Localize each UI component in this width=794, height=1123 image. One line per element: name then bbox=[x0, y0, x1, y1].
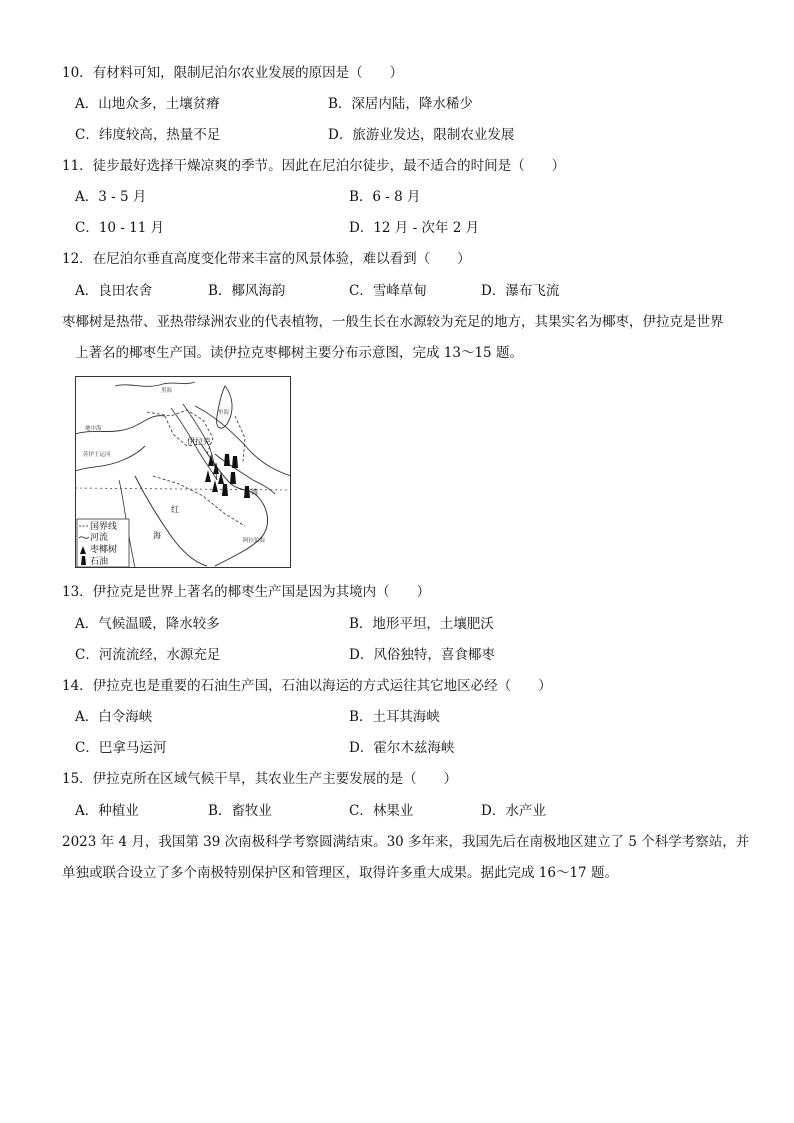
q14-option-a[interactable]: A．白令海峡 bbox=[75, 709, 153, 725]
label-mediterranean: 地中海 bbox=[85, 426, 102, 432]
q11-option-c[interactable]: C．10 - 11 月 bbox=[75, 220, 165, 236]
passage-antarctic-line2: 单独或联合设立了多个南极特别保护区和管理区，取得许多重大成果。据此完成 16～17 题。 bbox=[62, 865, 618, 881]
label-arabian-sea: 阿拉伯海 bbox=[243, 538, 266, 544]
label-red-2: 海 bbox=[153, 531, 161, 540]
q12-option-b[interactable]: B．椰风海韵 bbox=[208, 283, 286, 299]
passage-dates-line2: 上著名的椰枣生产国。读伊拉克枣椰树主要分布示意图，完成 13～15 题。 bbox=[75, 345, 523, 361]
q15-option-c[interactable]: C．林果业 bbox=[349, 803, 414, 819]
iraq-date-palm-map bbox=[75, 376, 291, 568]
q14-option-c[interactable]: C．巴拿马运河 bbox=[75, 740, 167, 756]
label-caspian: 里海 bbox=[218, 410, 230, 416]
q13-option-c[interactable]: C．河流流经，水源充足 bbox=[75, 647, 221, 663]
q13-option-b[interactable]: B．地形平坦，土壤肥沃 bbox=[349, 616, 494, 632]
q10-option-d[interactable]: D．旅游业发达，限制农业发展 bbox=[328, 127, 515, 143]
legend-palm: 枣椰树 bbox=[90, 545, 118, 555]
q12-option-c[interactable]: C．雪峰草甸 bbox=[349, 283, 427, 299]
label-suez: 苏伊士运河 bbox=[83, 452, 111, 458]
q12-option-d[interactable]: D．瀑布飞流 bbox=[481, 283, 560, 299]
q12-stem: 12．在尼泊尔垂直高度变化带来丰富的风景体验，难以看到（ ） bbox=[62, 251, 471, 267]
q15-option-a[interactable]: A．种植业 bbox=[75, 803, 139, 819]
label-black-sea: 黑海 bbox=[161, 388, 173, 394]
q11-option-b[interactable]: B．6 - 8 月 bbox=[349, 189, 421, 205]
q15-option-d[interactable]: D．水产业 bbox=[481, 803, 546, 819]
q11-option-d[interactable]: D．12 月 - 次年 2 月 bbox=[349, 220, 480, 236]
q10-option-a[interactable]: A．山地众多，土壤贫瘠 bbox=[75, 96, 220, 112]
q10-option-b[interactable]: B．深居内陆，降水稀少 bbox=[328, 96, 473, 112]
q14-option-d[interactable]: D．霍尔木兹海峡 bbox=[349, 740, 455, 756]
q14-stem: 14．伊拉克也是重要的石油生产国，石油以海运的方式运往其它地区必经（ ） bbox=[62, 678, 552, 694]
q13-stem: 13．伊拉克是世界上著名的椰枣生产国是因为其境内（ ） bbox=[62, 584, 431, 600]
q11-stem: 11．徒步最好选择干燥凉爽的季节。因此在尼泊尔徒步，最不适合的时间是（ ） bbox=[62, 158, 566, 174]
q10-stem: 10．有材料可知，限制尼泊尔农业发展的原因是（ ） bbox=[62, 65, 404, 81]
label-iraq: 伊拉克 bbox=[187, 437, 211, 446]
label-gulf: 湾 bbox=[251, 488, 258, 496]
q13-option-a[interactable]: A．气候温暖，降水较多 bbox=[75, 616, 220, 632]
passage-antarctic-line1: 2023 年 4 月，我国第 39 次南极科学考察圆满结束。30 多年来，我国先后在南极地区建立了 5 个科学考察站，并 bbox=[62, 834, 750, 850]
q15-option-b[interactable]: B．畜牧业 bbox=[208, 803, 272, 819]
legend-river: 河流 bbox=[90, 533, 109, 543]
legend-oil: 石油 bbox=[90, 557, 109, 567]
q10-option-c[interactable]: C．纬度较高，热量不足 bbox=[75, 127, 221, 143]
label-red-1: 红 bbox=[171, 505, 179, 514]
legend-border: 国界线 bbox=[90, 522, 118, 532]
q12-option-a[interactable]: A．良田农舍 bbox=[75, 283, 153, 299]
q14-option-b[interactable]: B．土耳其海峡 bbox=[349, 709, 440, 725]
q11-option-a[interactable]: A．3 - 5 月 bbox=[75, 189, 147, 205]
q13-option-d[interactable]: D．风俗独特，喜食椰枣 bbox=[349, 647, 495, 663]
passage-dates-line1: 枣椰树是热带、亚热带绿洲农业的代表植物，一般生长在水源较为充足的地方，其果实名为椰枣，伊拉克是世界 bbox=[62, 314, 724, 330]
q15-stem: 15．伊拉克所在区域气候干旱，其农业生产主要发展的是（ ） bbox=[62, 771, 458, 787]
